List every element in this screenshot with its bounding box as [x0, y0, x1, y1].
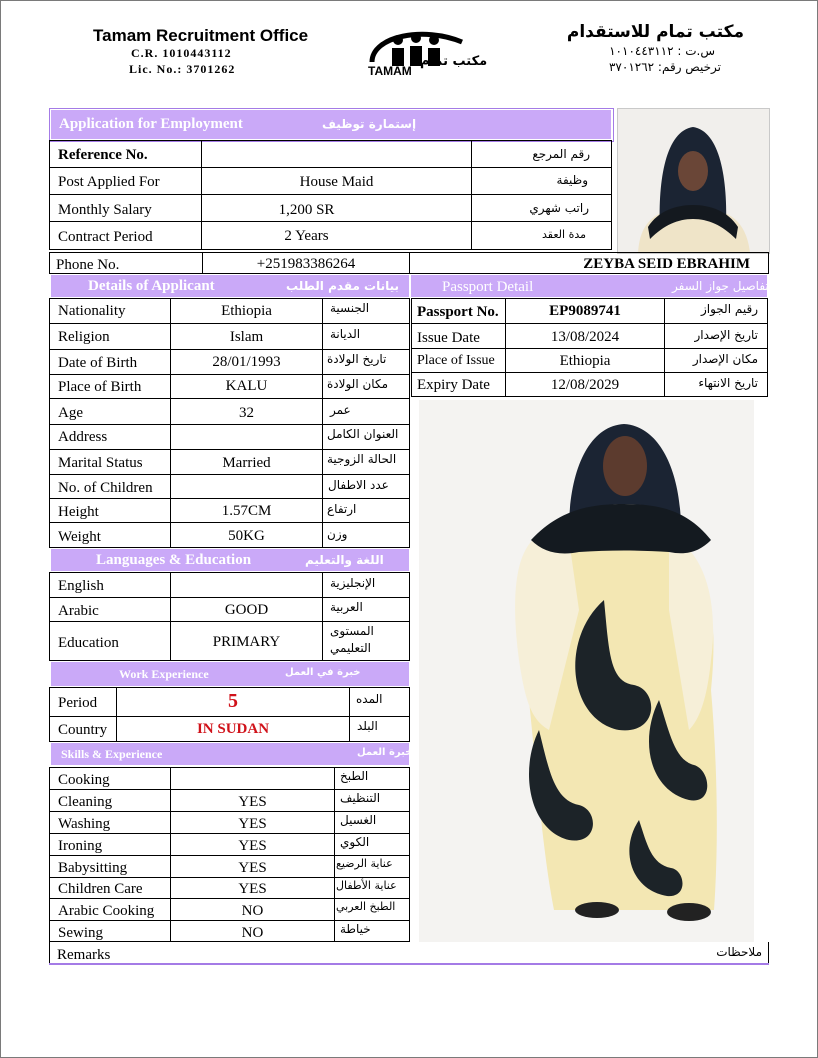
arabic-label: Arabic	[58, 603, 99, 619]
table-rule	[49, 687, 410, 688]
table-rule	[49, 741, 410, 742]
expiry-date-label: Expiry Date	[417, 377, 490, 393]
table-rule	[49, 811, 410, 812]
reference-label-ar: رقم المرجع	[532, 147, 590, 161]
skill-children-care-label: Children Care	[58, 881, 143, 897]
passport-no-label-ar: رقيم الجواز	[700, 302, 758, 316]
table-rule	[322, 298, 323, 548]
skill-babysitting-value: YES	[238, 860, 267, 876]
skills-title: Skills & Experience	[61, 747, 163, 761]
table-rule	[411, 348, 768, 349]
table-rule	[49, 167, 612, 168]
nationality-label: Nationality	[58, 303, 126, 319]
passport-no-label: Passport No.	[417, 304, 499, 320]
table-rule	[49, 920, 410, 921]
table-rule	[49, 942, 50, 964]
work-title: Work Experience	[119, 667, 209, 681]
period-value: 5	[228, 690, 238, 712]
place-of-issue-label: Place of Issue	[417, 353, 495, 368]
company-name-en: Tamam Recruitment Office	[93, 26, 309, 45]
table-rule	[49, 252, 50, 274]
table-rule	[49, 547, 410, 548]
weight-label: Weight	[58, 529, 101, 545]
age-value: 32	[239, 405, 254, 421]
company-name-ar: مكتب تمام للاستقدام	[566, 22, 744, 42]
table-rule	[49, 898, 410, 899]
phone-value: +251983386264	[256, 256, 356, 272]
table-rule	[49, 767, 410, 768]
arabic-label-ar: العربية	[330, 600, 363, 614]
place-of-issue-label-ar: مكان الإصدار	[692, 352, 758, 366]
english-label: English	[58, 578, 104, 594]
skill-ironing-value: YES	[238, 838, 267, 854]
table-rule	[49, 449, 410, 450]
application-title-ar: إستمارة توظيف	[322, 117, 417, 131]
education-label: Education	[58, 635, 119, 651]
cr-number-en: C.R. 1010443112	[131, 46, 232, 60]
portrait-photo-icon	[618, 109, 769, 253]
post-label-ar: وظيفة	[556, 173, 588, 187]
contract-label-ar: مدة العقد	[542, 228, 586, 241]
logo-text: TAMAM	[368, 64, 412, 78]
table-rule	[409, 687, 410, 741]
education-label-ar-2: التعليمي	[330, 641, 371, 655]
table-rule	[664, 298, 665, 396]
education-value: PRIMARY	[212, 634, 281, 650]
table-rule	[49, 474, 410, 475]
period-label: Period	[58, 695, 98, 711]
table-rule	[49, 572, 410, 573]
issue-date-label-ar: تاريخ الإصدار	[694, 328, 758, 342]
table-rule	[49, 660, 410, 661]
reference-label: Reference No.	[58, 147, 148, 163]
post-value: House Maid	[299, 174, 374, 190]
table-rule	[49, 194, 612, 195]
skill-children-care-label-ar: عناية الأطفال	[336, 879, 397, 892]
table-rule	[49, 789, 410, 790]
applicant-name: ZEYBA SEID EBRAHIM	[583, 256, 750, 272]
license-number-ar: ترخيص رقم: ٣٧٠١٢٦٢	[608, 60, 721, 74]
salary-value: 1,200 SR	[278, 202, 335, 218]
skill-cleaning-label: Cleaning	[58, 794, 113, 810]
contract-value: 2 Years	[284, 228, 329, 244]
table-rule	[49, 522, 410, 523]
dob-label-ar: تاريخ الولادة	[327, 352, 387, 366]
contract-label: Contract Period	[58, 229, 153, 245]
skill-children-care-value: YES	[238, 881, 267, 897]
table-rule	[611, 140, 612, 250]
education-label-ar: المستوى	[330, 624, 374, 638]
table-rule	[49, 349, 410, 350]
table-rule	[49, 398, 410, 399]
table-rule	[411, 372, 768, 373]
skill-sewing-value: NO	[241, 925, 264, 941]
skill-babysitting-label: Babysitting	[58, 860, 128, 876]
table-rule	[49, 498, 410, 499]
table-rule	[411, 323, 768, 324]
full-photo-icon	[419, 400, 754, 942]
passport-title: Passport Detail	[442, 279, 534, 295]
table-rule	[767, 298, 768, 396]
table-rule	[411, 298, 412, 396]
skill-ironing-label-ar: الكوي	[340, 835, 370, 849]
table-rule	[49, 572, 50, 661]
skill-washing-label-ar: الغسيل	[340, 813, 377, 827]
table-rule	[411, 298, 768, 299]
skill-arabic-cooking-value: NO	[241, 903, 264, 919]
dob-value: 28/01/1993	[212, 354, 281, 370]
skill-babysitting-label-ar: عناية الرضيع	[336, 857, 393, 870]
pob-label: Place of Birth	[58, 379, 142, 395]
religion-label-ar: الديانة	[330, 327, 361, 341]
table-rule	[411, 396, 768, 397]
table-rule	[49, 833, 410, 834]
address-label: Address	[58, 429, 108, 445]
table-rule	[409, 572, 410, 661]
applicant-portrait-photo	[617, 108, 770, 254]
table-rule	[49, 221, 612, 222]
age-label-ar: عمر	[330, 403, 351, 417]
table-rule	[49, 323, 410, 324]
weight-value: 50KG	[228, 528, 265, 544]
marital-value: Married	[222, 455, 271, 471]
table-rule	[49, 249, 612, 250]
country-label-ar: البلد	[357, 719, 378, 733]
table-rule	[409, 252, 410, 274]
license-number-en: Lic. No.: 3701262	[129, 62, 236, 76]
table-rule	[49, 298, 410, 299]
table-rule	[49, 298, 50, 548]
post-label: Post Applied For	[58, 174, 160, 190]
table-rule	[49, 140, 50, 250]
skill-sewing-label-ar: خياطة	[340, 922, 371, 936]
height-label: Height	[58, 504, 99, 520]
skill-cleaning-value: YES	[238, 794, 267, 810]
table-rule	[768, 252, 769, 274]
religion-value: Islam	[229, 329, 264, 345]
skill-cooking-label: Cooking	[58, 772, 110, 788]
languages-title-ar: اللغة والتعليم	[305, 553, 384, 567]
marital-label-ar: الحالة الزوجية	[327, 452, 397, 466]
details-title: Details of Applicant	[88, 278, 215, 294]
children-label: No. of Children	[58, 480, 153, 496]
salary-label-ar: راتب شهري	[529, 201, 589, 215]
table-rule	[49, 687, 50, 741]
languages-title: Languages & Education	[96, 552, 252, 568]
table-rule	[471, 140, 472, 250]
expiry-date-value: 12/08/2029	[550, 377, 620, 393]
details-title-ar: بيانات مقدم الطلب	[286, 279, 400, 293]
skill-sewing-label: Sewing	[58, 925, 103, 941]
issue-date-value: 13/08/2024	[550, 329, 620, 345]
remarks-label-ar: ملاحظات	[716, 945, 762, 959]
company-logo	[364, 22, 488, 82]
table-rule	[349, 687, 350, 741]
remarks-underline	[49, 963, 769, 965]
expiry-date-label-ar: تاريخ الانتهاء	[698, 376, 758, 390]
table-rule	[409, 298, 410, 548]
passport-title-ar: تفاصيل جواز السفر	[672, 279, 769, 293]
remarks-label: Remarks	[57, 947, 111, 963]
table-rule	[49, 621, 410, 622]
cr-number-ar: س.ت : ١٠١٠٤٤٣١١٢	[609, 44, 715, 58]
dob-label: Date of Birth	[58, 355, 138, 371]
height-label-ar: ارتفاع	[327, 502, 357, 516]
applicant-full-photo	[419, 400, 754, 942]
phone-label: Phone No.	[56, 257, 120, 273]
place-of-issue-value: Ethiopia	[559, 353, 611, 369]
table-rule	[49, 424, 410, 425]
skill-ironing-label: Ironing	[58, 838, 103, 854]
country-value: IN SUDAN	[196, 721, 270, 737]
period-label-ar: المده	[356, 692, 383, 706]
pob-label-ar: مكان الولادة	[327, 377, 389, 391]
table-rule	[49, 855, 410, 856]
table-rule	[49, 597, 410, 598]
skills-title-ar: خبرة العمل	[357, 747, 413, 758]
nationality-value: Ethiopia	[221, 303, 272, 319]
table-rule	[49, 374, 410, 375]
table-rule	[322, 572, 323, 661]
table-rule	[49, 716, 410, 717]
age-label: Age	[58, 405, 83, 421]
arabic-value: GOOD	[224, 602, 269, 618]
work-title-ar: خبرة في العمل	[285, 667, 361, 678]
pob-value: KALU	[225, 378, 268, 394]
table-rule	[768, 942, 769, 964]
skill-arabic-cooking-label-ar: الطبخ العربي	[336, 900, 396, 913]
skill-washing-value: YES	[238, 816, 267, 832]
skill-cleaning-label-ar: التنظيف	[340, 791, 381, 805]
skill-arabic-cooking-label: Arabic Cooking	[58, 903, 155, 919]
weight-label-ar: وزن	[327, 527, 348, 541]
application-title: Application for Employment	[59, 116, 243, 132]
skill-cooking-label-ar: الطبخ	[340, 769, 369, 783]
salary-label: Monthly Salary	[58, 202, 152, 218]
passport-no-value: EP9089741	[549, 303, 621, 319]
country-label: Country	[58, 722, 108, 738]
english-label-ar: الإنجليزية	[330, 576, 376, 590]
children-label-ar: عدد الاطفال	[328, 478, 389, 492]
marital-label: Marital Status	[58, 455, 143, 471]
skill-washing-label: Washing	[58, 816, 111, 832]
table-rule	[49, 877, 410, 878]
religion-label: Religion	[58, 329, 110, 345]
issue-date-label: Issue Date	[417, 330, 480, 346]
address-label-ar: العنوان الكامل	[327, 427, 399, 441]
table-rule	[49, 140, 612, 141]
nationality-label-ar: الجنسية	[330, 301, 370, 315]
height-value: 1.57CM	[221, 503, 272, 519]
logo-text-ar: مكتب تمام	[420, 54, 488, 69]
